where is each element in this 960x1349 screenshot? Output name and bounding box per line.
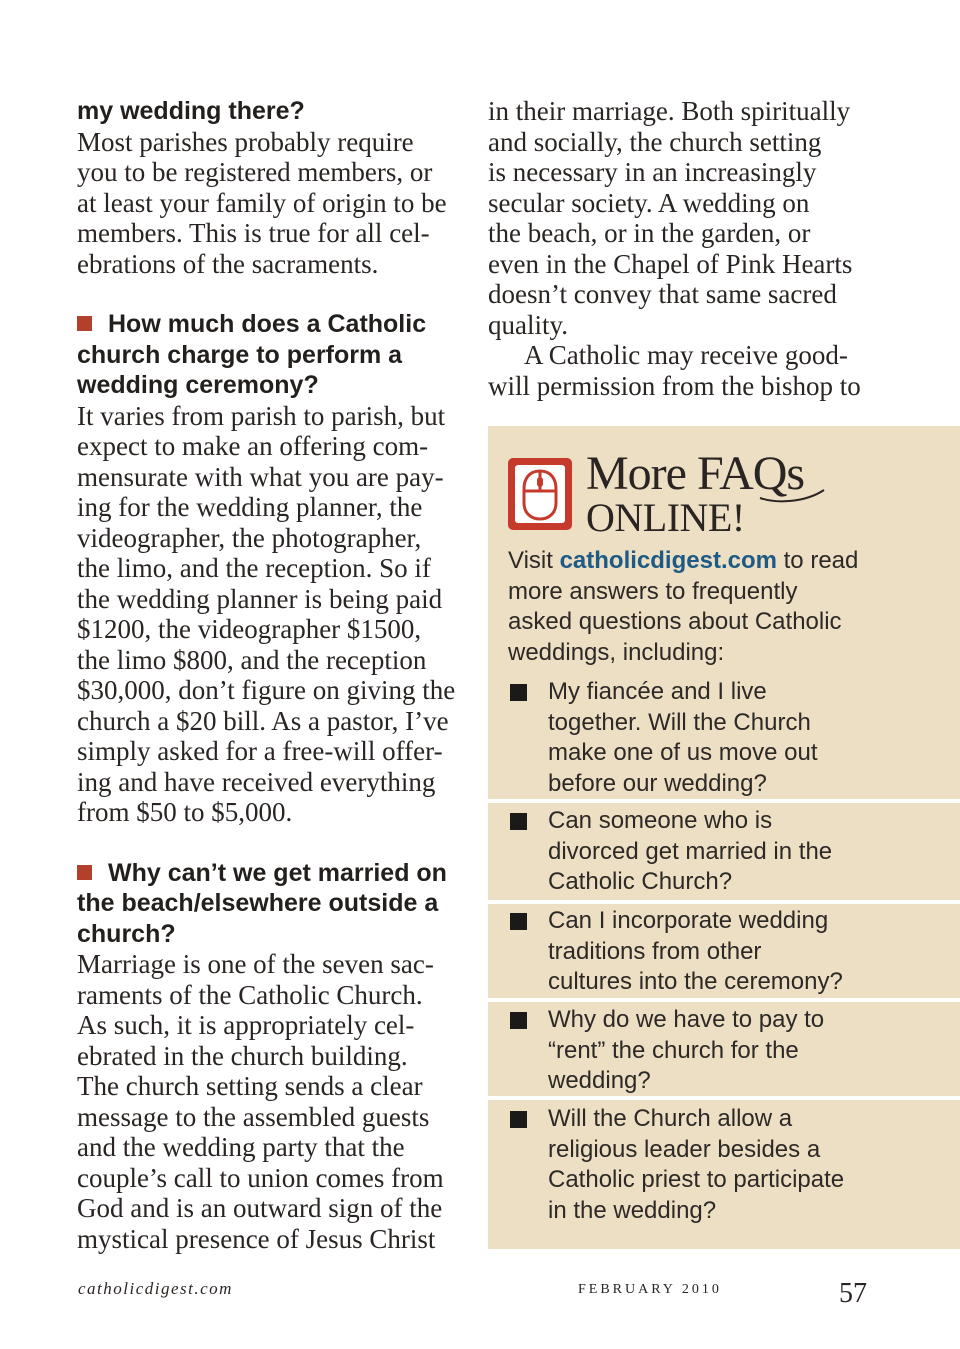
answer-2-line: mensurate with what you are pay- bbox=[77, 461, 444, 492]
answer-2-line: church a $20 bill. As a pastor, I’ve bbox=[77, 705, 449, 736]
faq-item-line: in the wedding? bbox=[548, 1196, 717, 1224]
answer-3-line: Marriage is one of the seven sac- bbox=[77, 949, 434, 979]
faq-intro-line: asked questions about Catholic bbox=[508, 608, 842, 635]
answer-3-cont-line: the beach, or in the garden, or bbox=[488, 218, 811, 248]
question-3-line: Why can’t we get married on bbox=[108, 858, 447, 887]
question-2-line: church charge to perform a bbox=[77, 340, 403, 369]
divider bbox=[488, 900, 960, 904]
left-column bbox=[77, 96, 462, 1254]
answer-3-cont-line: in their marriage. Both spiritually bbox=[488, 96, 851, 126]
faq-item-line: divorced get married in the bbox=[548, 837, 833, 865]
answer-1-line: ebrations of the sacraments. bbox=[77, 248, 379, 279]
question-3 bbox=[77, 858, 462, 950]
answer-2-line: $30,000, don’t figure on giving the bbox=[77, 675, 456, 705]
answer-3-cont-line: quality. bbox=[488, 309, 568, 340]
answer-2-line: expect to make an offering com- bbox=[77, 431, 429, 461]
question-1-tail: my wedding there? bbox=[77, 97, 305, 125]
footer-date: FEBRUARY 2010 bbox=[578, 1282, 722, 1297]
answer-2-line: the wedding planner is being paid bbox=[77, 583, 443, 614]
faq-item-line: Catholic Church? bbox=[548, 868, 733, 895]
answer-3 bbox=[77, 949, 462, 1254]
answer-2-line: from $50 to $5,000. bbox=[77, 797, 293, 827]
answer-3-cont-line: secular society. A wedding on bbox=[488, 187, 810, 218]
question-3-line: church? bbox=[77, 919, 176, 948]
page-number: 57 bbox=[839, 1278, 867, 1309]
paragraph-2-line: will permission from the bishop to bbox=[488, 370, 861, 401]
faq-item-line: cultures into the ceremony? bbox=[548, 968, 843, 995]
faq-item-line: wedding? bbox=[548, 1067, 651, 1094]
faq-item-line: My fiancée and I live bbox=[548, 678, 767, 705]
faq-item-line: make one of us move out bbox=[548, 739, 818, 766]
divider bbox=[488, 998, 960, 1002]
answer-3-line: As such, it is appropriately cel- bbox=[77, 1010, 415, 1040]
catholicdigest-link[interactable]: catholicdigest.com bbox=[559, 547, 777, 574]
answer-3-line: couple’s call to union comes from bbox=[77, 1162, 444, 1193]
faq-item-line: together. Will the Church bbox=[548, 708, 811, 736]
answer-2-line: simply asked for a free-will offer- bbox=[77, 736, 443, 766]
answer-2-line: ing and have received everything bbox=[77, 766, 436, 797]
faq-item-line: “rent” the church for the bbox=[548, 1036, 799, 1064]
faq-item-line: religious leader besides a bbox=[548, 1135, 821, 1163]
swoosh-icon bbox=[758, 466, 828, 506]
faq-intro-text: to read bbox=[776, 547, 859, 574]
answer-2-line: videographer, the photographer, bbox=[77, 522, 422, 553]
faq-intro-line: weddings, including: bbox=[508, 638, 725, 666]
answer-3-cont-line: and socially, the church setting bbox=[488, 126, 822, 157]
faq-title-line-1: More FAQs bbox=[586, 447, 805, 500]
question-3-line: the beach/elsewhere outside a bbox=[77, 889, 439, 917]
answer-1-line: you to be registered members, or bbox=[77, 157, 433, 187]
faq-title-line-2: ONLINE! bbox=[586, 495, 745, 540]
answer-3-cont-line: even in the Chapel of Pink Hearts bbox=[488, 248, 853, 279]
bullet-square-icon bbox=[510, 684, 527, 701]
faq-item-line: Catholic priest to participate bbox=[548, 1166, 845, 1193]
paragraph-2-line: A Catholic may receive good- bbox=[524, 340, 848, 370]
faq-intro bbox=[508, 546, 928, 668]
mouse-icon bbox=[508, 458, 572, 530]
answer-3-cont-line: is necessary in an increasingly bbox=[488, 157, 817, 187]
answer-2-line: ing for the wedding planner, the bbox=[77, 492, 423, 522]
bullet-square-icon bbox=[77, 865, 92, 880]
divider bbox=[488, 1096, 960, 1100]
bullet-square-icon bbox=[510, 813, 527, 830]
faq-item-line: traditions from other bbox=[548, 937, 762, 965]
answer-3-line: God and is an outward sign of the bbox=[77, 1193, 443, 1223]
answer-3-line: mystical presence of Jesus Christ bbox=[77, 1223, 436, 1254]
bullet-square-icon bbox=[510, 1111, 527, 1128]
answer-2-line: $1200, the videographer $1500, bbox=[77, 614, 422, 644]
more-faqs-sidebar bbox=[488, 426, 960, 1249]
answer-1-line: members. This is true for all cel- bbox=[77, 218, 430, 248]
faq-intro-line: more answers to frequently bbox=[508, 577, 798, 605]
answer-2 bbox=[77, 401, 462, 828]
faq-item-line: Can someone who is bbox=[548, 807, 773, 834]
answer-2-line: the limo, and the reception. So if bbox=[77, 553, 431, 583]
divider bbox=[488, 799, 960, 803]
footer-site: catholicdigest.com bbox=[78, 1279, 233, 1298]
question-2-line: wedding ceremony? bbox=[77, 371, 319, 399]
faq-intro-text: Visit bbox=[508, 547, 560, 574]
answer-3-line: and the wedding party that the bbox=[77, 1132, 405, 1162]
answer-1-line: at least your family of origin to be bbox=[77, 187, 447, 218]
question-2 bbox=[77, 309, 462, 401]
faq-item-line: before our wedding? bbox=[548, 769, 767, 797]
question-2-line: How much does a Catholic bbox=[108, 310, 427, 338]
answer-1-line: Most parishes probably require bbox=[77, 126, 414, 157]
bullet-square-icon bbox=[510, 1012, 527, 1029]
answer-3-line: ebrated in the church building. bbox=[77, 1040, 408, 1071]
right-column-text bbox=[488, 96, 883, 401]
faq-item-line: Why do we have to pay to bbox=[548, 1006, 825, 1033]
faq-item-line: Can I incorporate wedding bbox=[548, 907, 829, 934]
answer-3-cont-line: doesn’t convey that same sacred bbox=[488, 279, 837, 309]
answer-2-line: It varies from parish to parish, but bbox=[77, 400, 446, 431]
answer-3-line: The church setting sends a clear bbox=[77, 1071, 423, 1101]
answer-1 bbox=[77, 127, 462, 280]
bullet-square-icon bbox=[510, 913, 527, 930]
bullet-square-icon bbox=[77, 316, 92, 331]
faq-item-line: Will the Church allow a bbox=[548, 1105, 793, 1132]
answer-2-line: the limo $800, and the reception bbox=[77, 644, 427, 675]
answer-3-line: message to the assembled guests bbox=[77, 1101, 430, 1132]
answer-3-line: raments of the Catholic Church. bbox=[77, 979, 423, 1010]
